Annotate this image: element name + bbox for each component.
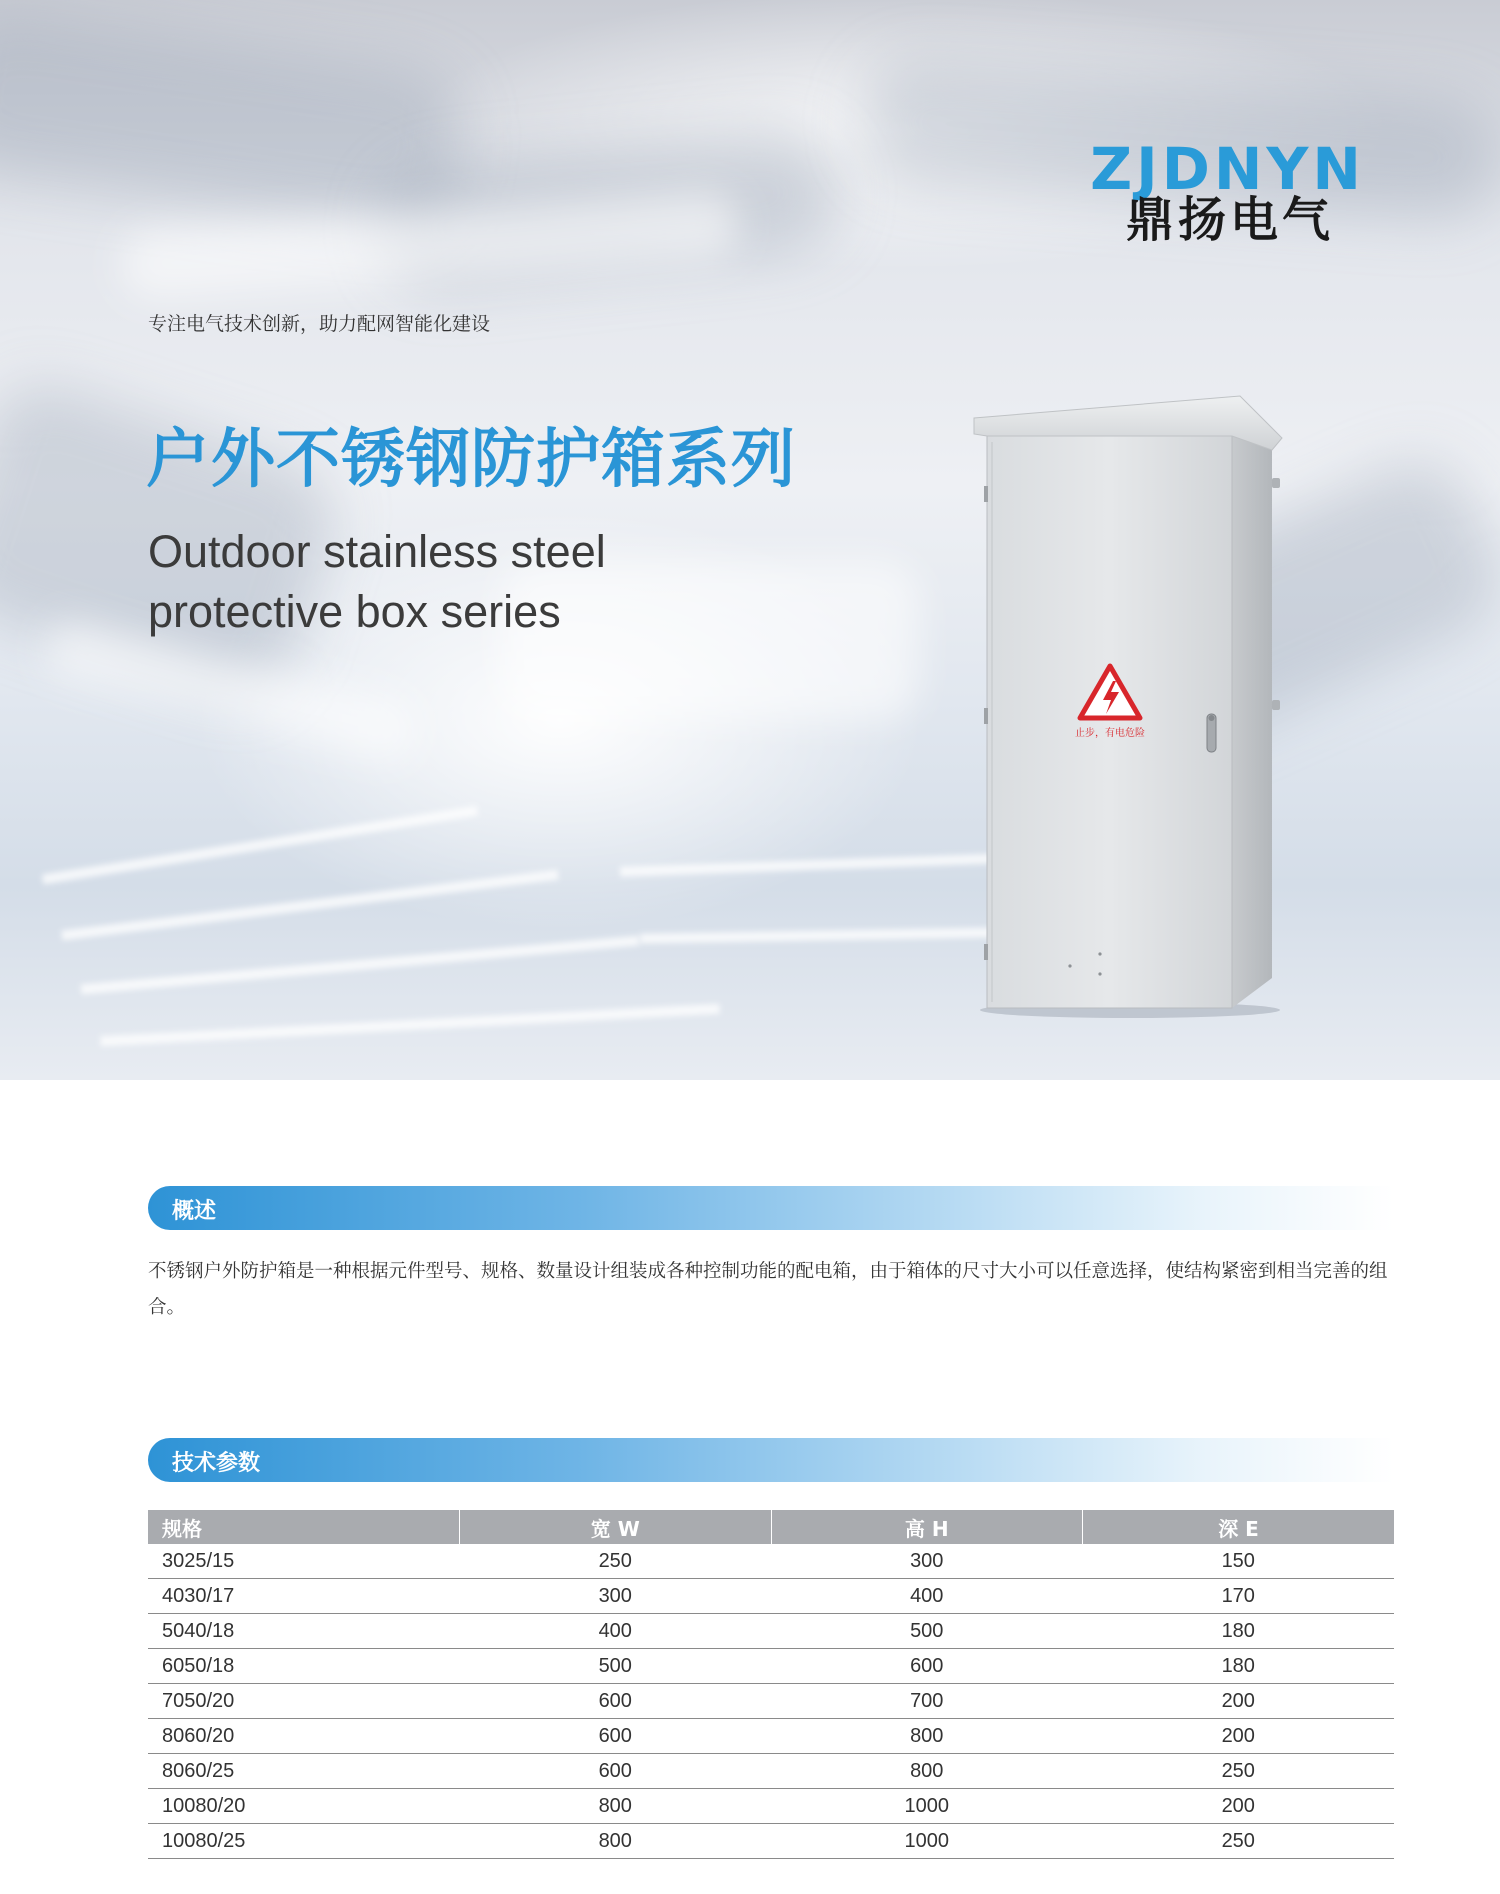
specs-heading: 技术参数 xyxy=(172,1451,261,1476)
slogan: 专注电气技术创新，助力配网智能化建设 xyxy=(148,313,491,335)
col-header-height: 高 H xyxy=(771,1510,1083,1544)
cell-height: 1000 xyxy=(771,1789,1083,1824)
spec-table-header-row xyxy=(148,1510,1394,1544)
floor-line xyxy=(620,853,1000,876)
col-header-width: 宽 W xyxy=(460,1510,772,1544)
cell-height: 500 xyxy=(771,1614,1083,1649)
cell-model: 10080/25 xyxy=(148,1824,460,1859)
cell-height: 1000 xyxy=(771,1824,1083,1859)
cell-width: 300 xyxy=(460,1579,772,1614)
cell-height: 600 xyxy=(771,1649,1083,1684)
cell-width: 250 xyxy=(460,1544,772,1579)
table-row xyxy=(148,1789,1394,1824)
overview-heading: 概述 xyxy=(172,1199,217,1224)
cell-width: 600 xyxy=(460,1719,772,1754)
cell-model: 6050/18 xyxy=(148,1649,460,1684)
floor-line xyxy=(81,936,640,995)
floor-line xyxy=(100,1004,720,1046)
cell-depth: 150 xyxy=(1083,1544,1395,1579)
cell-depth: 200 xyxy=(1083,1719,1395,1754)
warning-sign-text: 止步，有电危险 xyxy=(1075,728,1145,739)
cell-width: 500 xyxy=(460,1649,772,1684)
cell-width: 800 xyxy=(460,1789,772,1824)
cell-height: 700 xyxy=(771,1684,1083,1719)
brand-logo-en: ZJDNYN xyxy=(1090,135,1365,203)
cell-depth: 250 xyxy=(1083,1824,1395,1859)
overview-text: 不锈钢户外防护箱是一种根据元件型号、规格、数量设计组装成各种控制功能的配电箱，由于箱体的尺寸大小可以任意选择，使结构紧密到相当完善的组合。 xyxy=(148,1261,1388,1318)
cell-width: 600 xyxy=(460,1754,772,1789)
cell-height: 300 xyxy=(771,1544,1083,1579)
specs-section-header xyxy=(148,1438,1394,1482)
cell-model: 10080/20 xyxy=(148,1789,460,1824)
cell-model: 8060/20 xyxy=(148,1719,460,1754)
table-row xyxy=(148,1719,1394,1754)
cell-height: 800 xyxy=(771,1754,1083,1789)
cell-height: 800 xyxy=(771,1719,1083,1754)
cabinet-product-image xyxy=(970,378,1290,1018)
floor-line xyxy=(61,870,558,941)
spec-table xyxy=(148,1510,1394,1859)
page-title-en xyxy=(148,522,606,642)
table-row xyxy=(148,1579,1394,1614)
overview-section-header xyxy=(148,1186,1394,1230)
cell-model: 4030/17 xyxy=(148,1579,460,1614)
cell-width: 400 xyxy=(460,1614,772,1649)
cell-depth: 170 xyxy=(1083,1579,1395,1614)
cell-depth: 200 xyxy=(1083,1789,1395,1824)
table-row xyxy=(148,1614,1394,1649)
cell-depth: 200 xyxy=(1083,1684,1395,1719)
cell-model: 5040/18 xyxy=(148,1614,460,1649)
brand-logo-cn: 鼎扬电气 xyxy=(1125,192,1334,248)
cell-model: 7050/20 xyxy=(148,1684,460,1719)
cell-height: 400 xyxy=(771,1579,1083,1614)
table-row xyxy=(148,1754,1394,1789)
cell-depth: 180 xyxy=(1083,1649,1395,1684)
page-title-cn: 户外不锈钢防护箱系列 xyxy=(146,423,796,497)
cell-model: 8060/25 xyxy=(148,1754,460,1789)
table-row xyxy=(148,1544,1394,1579)
col-header-model: 规格 xyxy=(148,1510,460,1544)
cell-model: 3025/15 xyxy=(148,1544,460,1579)
table-row xyxy=(148,1824,1394,1859)
cell-width: 800 xyxy=(460,1824,772,1859)
cell-depth: 250 xyxy=(1083,1754,1395,1789)
floor-line xyxy=(42,806,478,885)
col-header-depth: 深 E xyxy=(1083,1510,1395,1544)
cell-depth: 180 xyxy=(1083,1614,1395,1649)
title-en-line2: protective box series xyxy=(148,586,561,637)
table-row xyxy=(148,1684,1394,1719)
title-en-line1: Outdoor stainless steel xyxy=(148,526,606,577)
cell-width: 600 xyxy=(460,1684,772,1719)
table-row xyxy=(148,1649,1394,1684)
